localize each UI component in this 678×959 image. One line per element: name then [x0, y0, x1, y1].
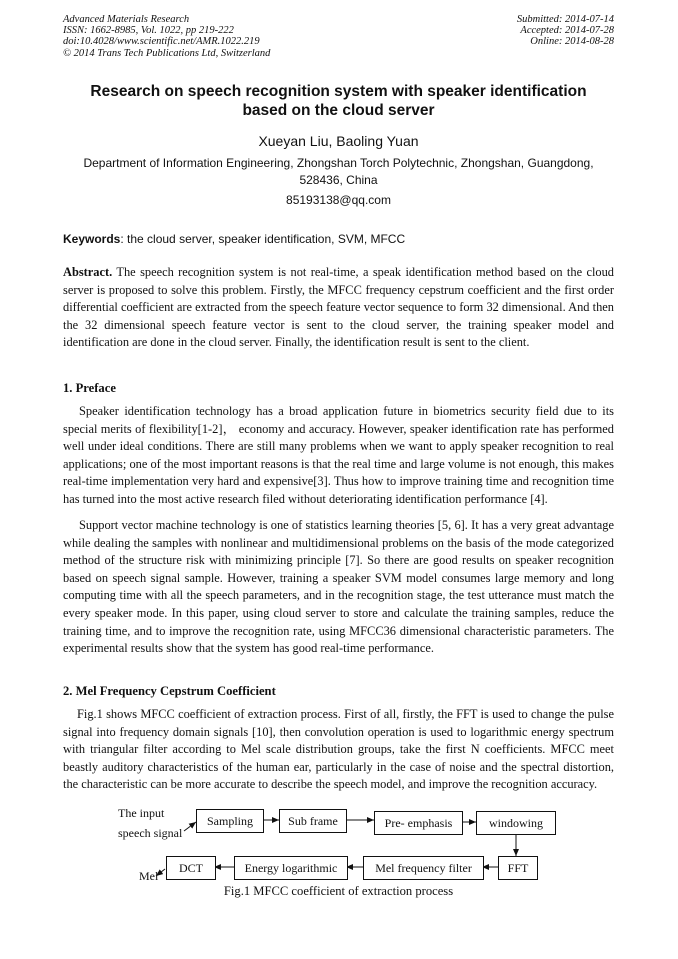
affiliation-line-1: Department of Information Engineering, Zhongshan Torch Polytechnic, Zhongshan, Guangdong,: [83, 156, 594, 170]
abstract-label: Abstract.: [63, 265, 113, 279]
input-label-line-2: speech signal: [118, 826, 183, 840]
box-pre-emphasis: Pre- emphasis: [374, 811, 463, 835]
authors: Xueyan Liu, Baoling Yuan: [258, 133, 419, 149]
arrow-input-to-sampling: [184, 822, 196, 831]
accepted-date: Accepted: 2014-07-28: [520, 25, 614, 37]
box-windowing: windowing: [476, 811, 556, 835]
box-energy-logarithmic: Energy logarithmic: [234, 856, 348, 880]
section-1-paragraph-2: Support vector machine technology is one of statistics learning theories [5, 6]. It has a very great advantage while dealing the samples with nonlinear and multidimensional problems on the basis of the mode categorized method of the structure risk with minimizing principle [7]. So there are good results on speaker recognition based on speech signal sample. However, training a speaker SVM model consumes large memory and long computing time with all the speech parameters, and in the recognition stage, the test utterance must match the every speaker mode. In this paper, using cloud server to store and calculate the training samples, reduce the training time, and to improve the recognition rate, using MFCC36 dimensional characteristic parameters. The experimental results show that the system has good real-time performance.: [63, 518, 614, 656]
box-mel-frequency-filter: Mel frequency filter: [363, 856, 484, 880]
affiliation-line-2: 528436, China: [299, 173, 378, 187]
section-1-heading: 1. Preface: [63, 381, 116, 395]
box-dct: DCT: [166, 856, 216, 880]
copyright-line: © 2014 Trans Tech Publications Ltd, Switzerland: [63, 47, 271, 59]
abstract-text: The speech recognition system is not real-time, a speak identification method based on the cloud server is proposed to solve this problem. Firstly, the MFCC frequency cepstrum coefficient and the first order differential coefficient are extracted from the speech feature vector sequence to form 32 dimensional. And then the 32 dimensional speech feature vector is sent to the cloud server, the training speaker model and identification are done in the cloud server. Finally, the identification result is sent to the client.: [63, 265, 614, 350]
output-label: Mel: [139, 869, 159, 883]
keywords-label: Keywords: [63, 232, 121, 246]
online-date: Online: 2014-08-28: [530, 36, 614, 48]
title-line-1: Research on speech recognition system with speaker identification: [90, 83, 587, 100]
section-2-heading: 2. Mel Frequency Cepstrum Coefficient: [63, 684, 276, 698]
title-line-2: based on the cloud server: [242, 102, 435, 119]
box-sampling: Sampling: [196, 809, 264, 833]
section-1-paragraph-1: Speaker identification technology has a broad application future in biometrics security field due to its special merits of flexibility[1-2]， economy and accuracy. However, speaker identification rate has performed well under ideal conditions. There are still many problems when we want to apply speaker recognition to real applications; one of the most important reasons is that the real time and large volume is not enough, this makes real-time implementation very hard and expensive[3]. Thus how to improve training time and recognition time has turned into the most active research filed without deteriorating identification performance [4].: [63, 404, 614, 506]
submitted-date: Submitted: 2014-07-14: [516, 14, 614, 25]
abstract: [63, 264, 614, 352]
box-sub-frame: Sub frame: [279, 809, 347, 833]
keywords-text: : the cloud server, speaker identification, SVM, MFCC: [120, 232, 406, 246]
affiliation: [63, 155, 614, 189]
doi-line: doi:10.4028/www.scientific.net/AMR.1022.219: [63, 36, 260, 48]
section-2-paragraph-1: Fig.1 shows MFCC coefficient of extraction process. First of all, firstly, the FFT is used to change the pulse signal into frequency domain signals [10], then convolution operation is used to logarithmic energy spectrum with triangular filter according to Mel scale distribution groups, take the first N coefficients. MFCC meet beastly auditory characteristics of the human ear, particularly in the case of noise and the spectral distortion, the characteristic can be more accurate to describe the speech model, and improve the recognition accuracy.: [63, 707, 614, 792]
box-fft: FFT: [498, 856, 538, 880]
keywords: [63, 232, 614, 246]
paper-title: [63, 82, 614, 120]
email: 85193138@qq.com: [286, 193, 391, 207]
figure-1-caption: Fig.1 MFCC coefficient of extraction process: [223, 884, 454, 898]
input-label-line-1: The input: [118, 806, 165, 820]
journal-header-right: [517, 14, 614, 48]
journal-header-left: [63, 14, 270, 59]
issn-line: ISSN: 1662-8985, Vol. 1022, pp 219-222: [63, 25, 234, 37]
journal-name: Advanced Materials Research: [63, 14, 190, 25]
